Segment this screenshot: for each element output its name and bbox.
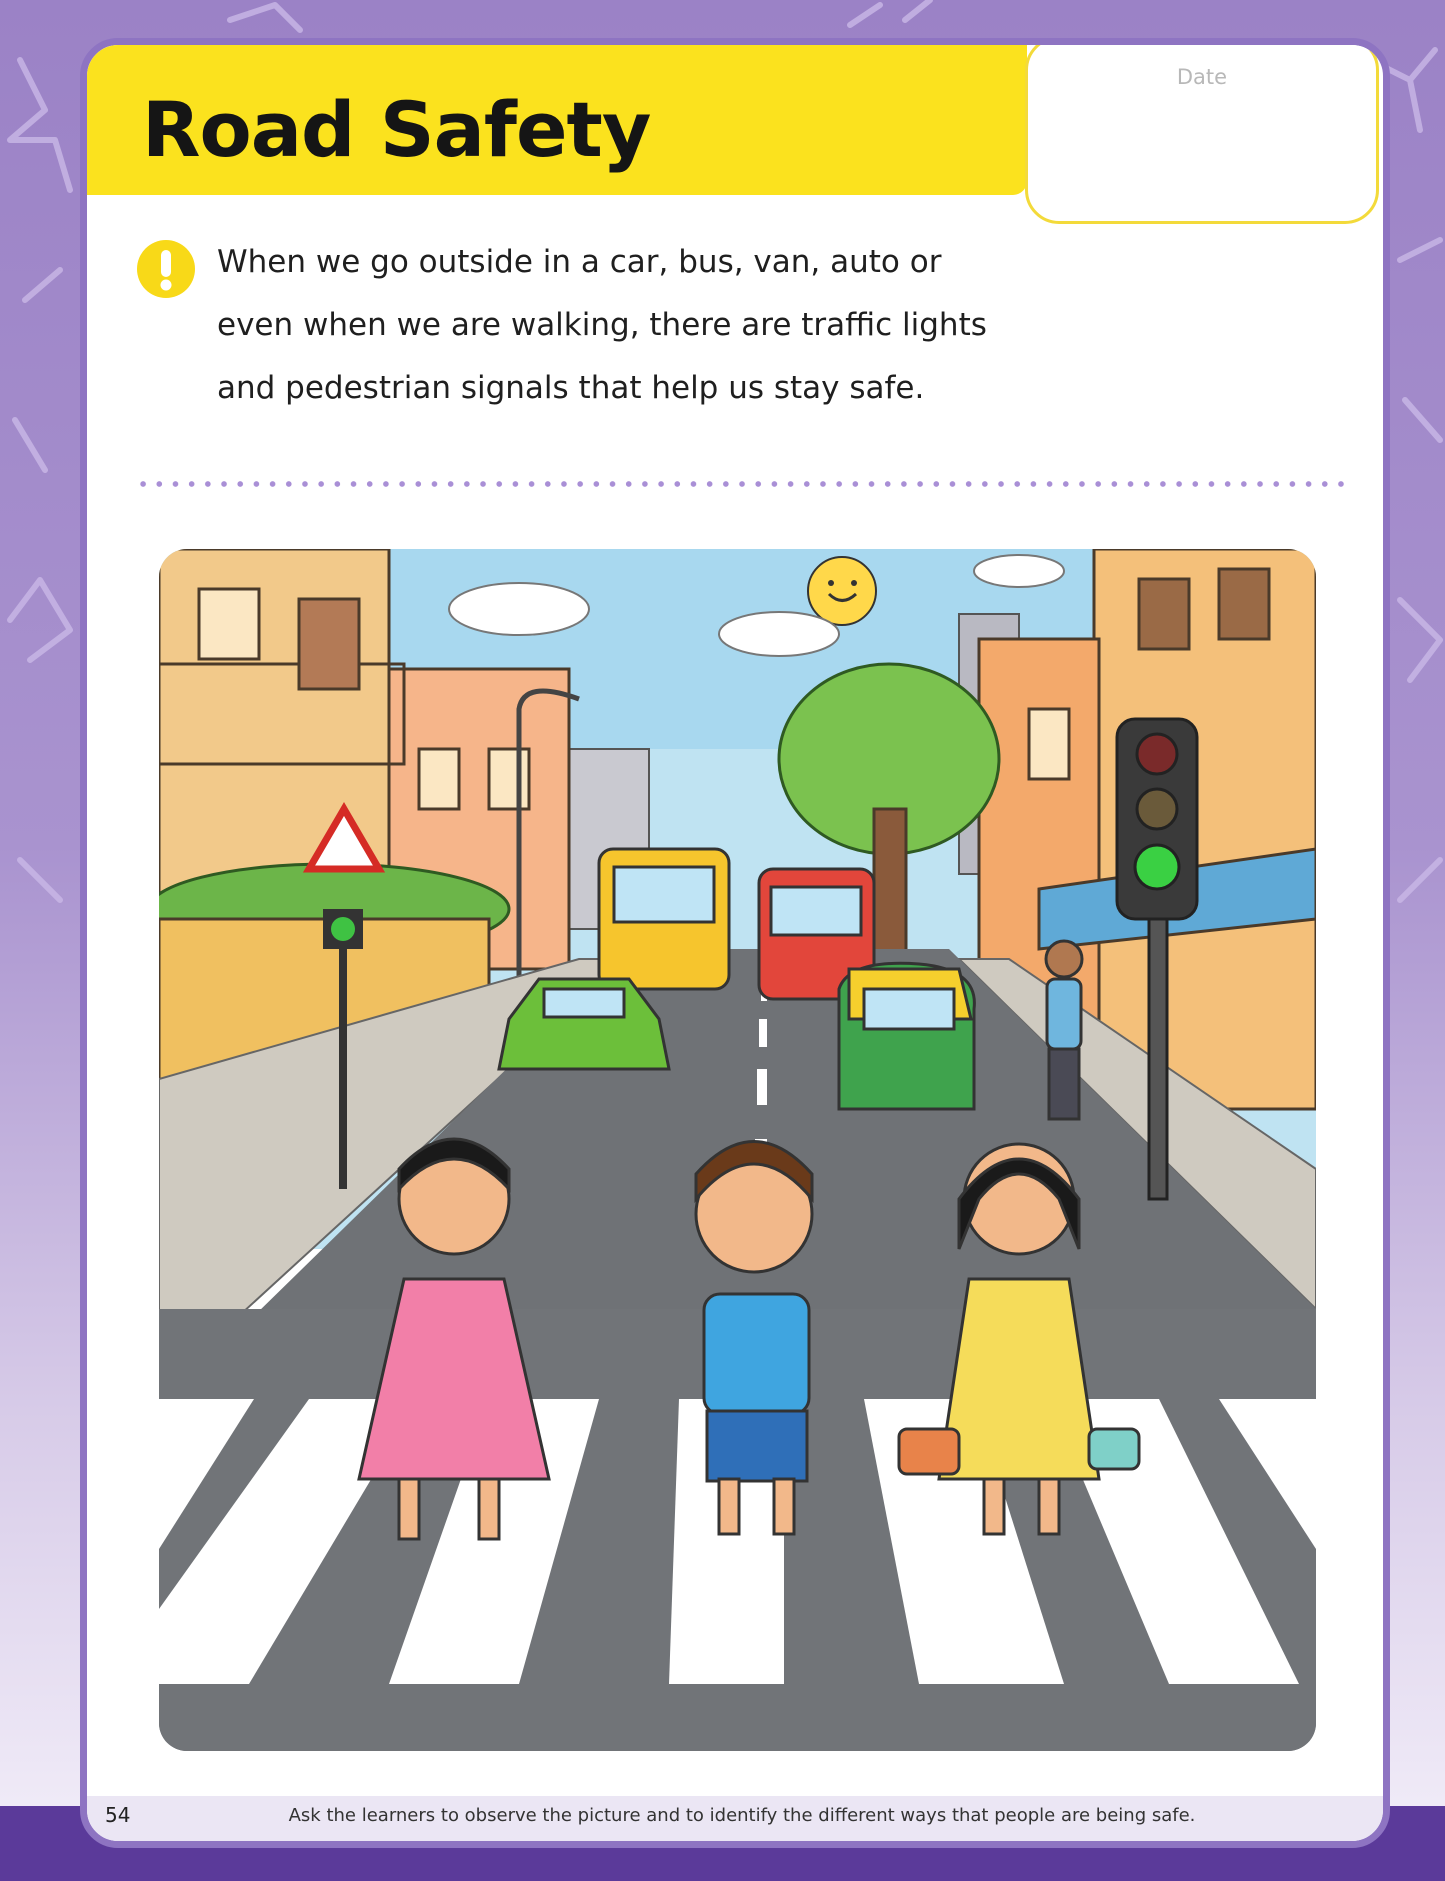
page-title: Road Safety (142, 85, 651, 174)
page-number: 54 (105, 1803, 131, 1827)
bus (599, 849, 729, 989)
intro-line: and pedestrian signals that help us stay safe. (217, 370, 925, 406)
road-safety-illustration (159, 549, 1316, 1751)
intro-text (217, 231, 1217, 420)
date-field[interactable] (1025, 38, 1379, 224)
sun-icon (808, 557, 876, 625)
pedestrian-adult (1046, 941, 1082, 1119)
auto-rickshaw (839, 963, 974, 1109)
worksheet-page (80, 38, 1390, 1848)
intro-line: even when we are walking, there are traffic lights (217, 307, 987, 343)
intro-line: When we go outside in a car, bus, van, auto or (217, 244, 942, 280)
dotted-divider (135, 481, 1345, 487)
teacher-note: Ask the learners to observe the picture and to identify the different ways that people are being safe. (288, 1805, 1196, 1826)
boy-blue-shirt (696, 1142, 812, 1535)
date-label: Date (1176, 65, 1228, 89)
title-bar (87, 45, 1027, 195)
exclamation-icon (137, 240, 195, 298)
